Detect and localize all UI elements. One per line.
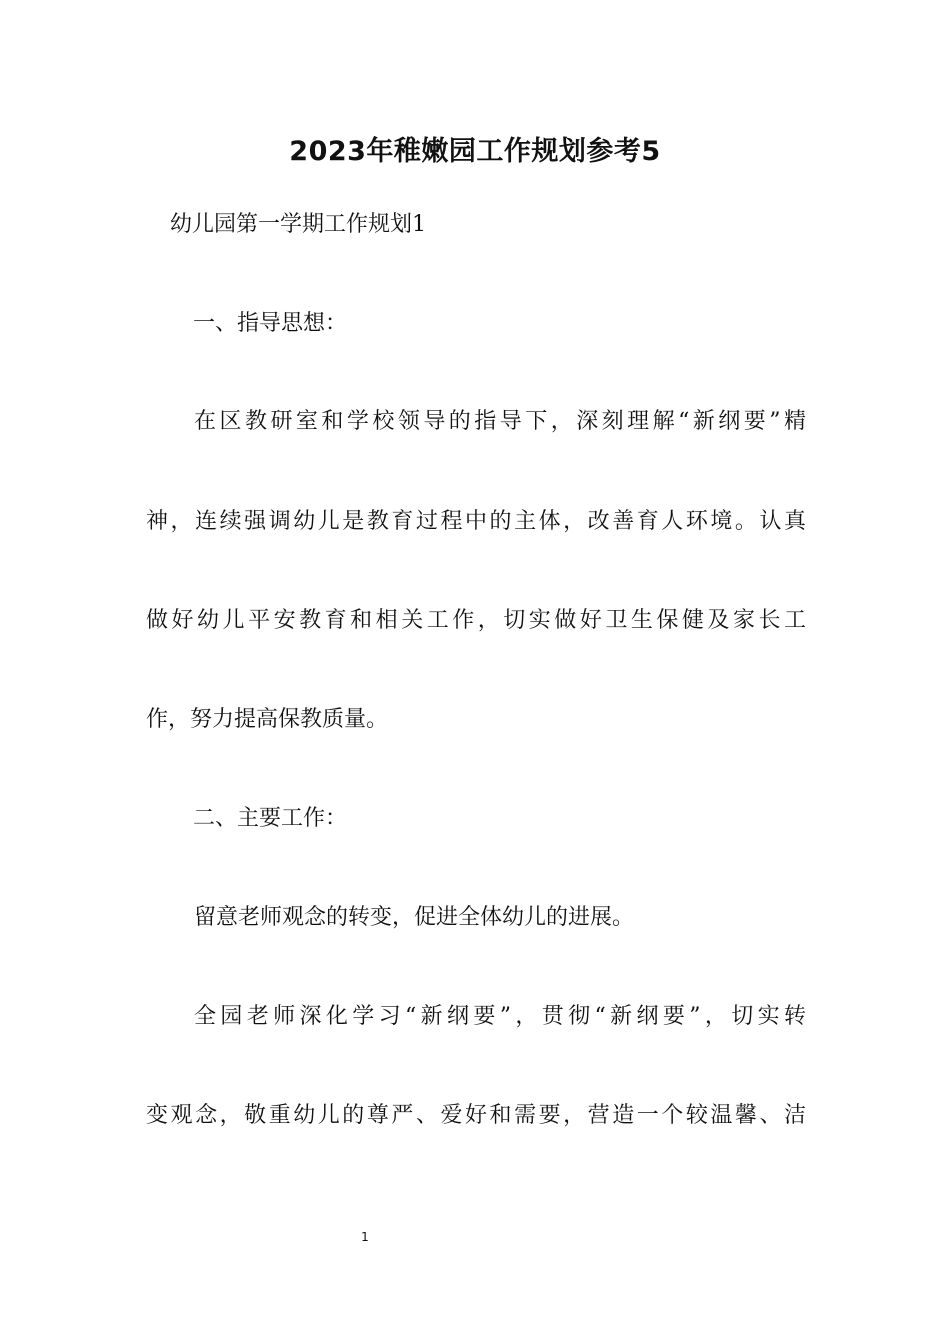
section-heading-guiding-thought: 一、指导思想： [193,311,348,336]
document-title: 2023年稚嫩园工作规划参考5 [289,136,661,167]
paragraph-line: 神，连续强调幼儿是教育过程中的主体，改善育人环境。认真 [146,509,806,534]
paragraph-line: 变观念，敬重幼儿的尊严、爱好和需要，营造一个较温馨、洁 [146,1103,806,1128]
page-number: 1 [361,1230,369,1244]
paragraph-line: 在区教研室和学校领导的指导下，深刻理解“新纲要”精 [194,409,806,434]
subtitle-line: 幼儿园第一学期工作规划1 [170,212,426,237]
paragraph-line: 作，努力提高保教质量。 [146,707,389,732]
paragraph-line: 全园老师深化学习“新纲要”，贯彻“新纲要”，切实转 [194,1004,806,1029]
paragraph-line: 留意老师观念的转变，促进全体幼儿的进展。 [194,905,635,930]
paragraph-line: 做好幼儿平安教育和相关工作，切实做好卫生保健及家长工 [146,608,806,633]
section-heading-main-work: 二、主要工作： [193,806,348,831]
